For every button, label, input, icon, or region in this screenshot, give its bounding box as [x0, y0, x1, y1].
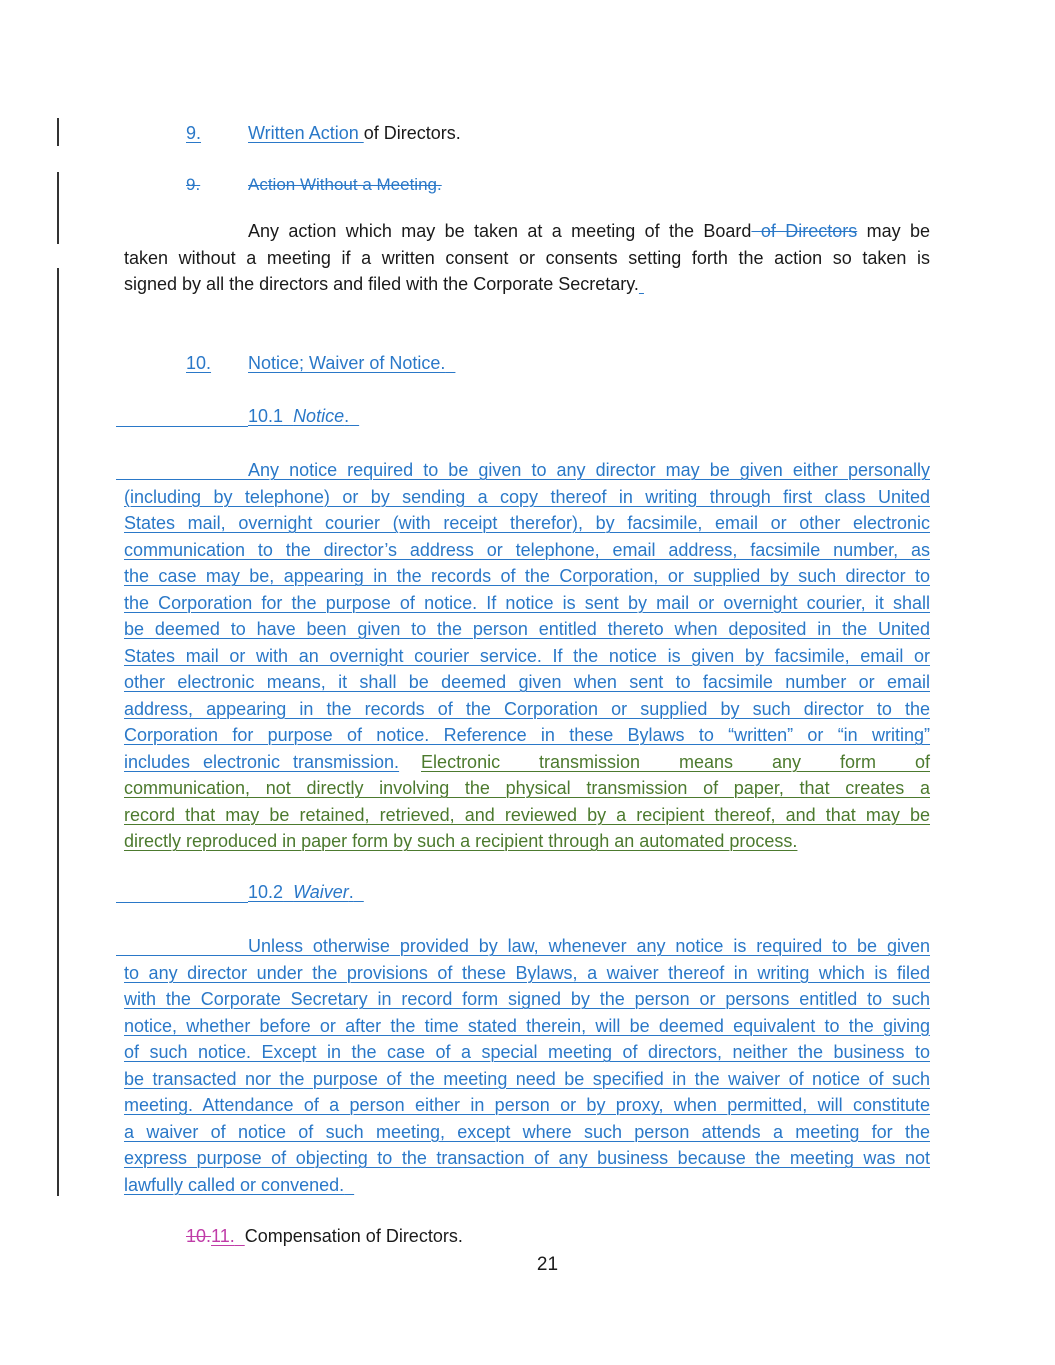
waiver-paragraph: [124, 933, 930, 1198]
section-10-title: Notice; Waiver of Notice.: [248, 353, 446, 373]
notice-paragraph: [124, 457, 930, 855]
notice-line: address, appearing in the records of the Corporation or supplied by such director to the: [124, 698, 930, 719]
notice-line: States mail, overnight courier (with receipt therefor), by facsimile, email or other electronic: [124, 513, 930, 533]
waiver-line: of such notice. Except in the case of a special meeting of directors, neither the business to: [124, 1042, 930, 1062]
page-number: 21: [536, 1254, 559, 1275]
text-run: lawfully called or convened.: [124, 1174, 345, 1195]
subsection-10-2-heading: [248, 880, 364, 904]
paragraph-9-line: [124, 218, 930, 245]
notice-line: Any notice required to be given to any director may be given either personally: [248, 460, 930, 480]
paragraph-9-line: taken without a meeting if a written consent or consents setting forth the action so taken is: [124, 247, 930, 268]
subsection-10-1-heading: [248, 404, 359, 428]
inserted-space: [445, 353, 455, 373]
subsection-period: .: [344, 406, 350, 426]
notice-line: be deemed to have been given to the person entitled thereto when deposited in the United: [124, 619, 930, 639]
inserted-space: [639, 274, 644, 294]
waiver-line: notice, whether before or after the time stated therein, will be deemed equivalent to the giving: [124, 1015, 930, 1036]
deleted-heading: [186, 173, 442, 197]
notice-blue-text: includes electronic transmission.: [124, 751, 400, 772]
section-11-title: Compensation of Directors.: [244, 1226, 463, 1246]
notice-line-mixed: [124, 749, 930, 776]
waiver-line: express purpose of objecting to the transaction of any business because the meeting was not: [124, 1148, 930, 1168]
waiver-line: [124, 1172, 930, 1199]
inserted-tab-rule: [116, 902, 248, 903]
notice-line: (including by telephone) or by sending a copy thereof in writing through first class United: [124, 486, 930, 507]
notice-line: States mail or with an overnight courier service. If the notice is given by facsimile, email or: [124, 645, 930, 666]
notice-green-line: communication, not directly involving the physical transmission of paper, that creates a: [124, 778, 930, 798]
deleted-number: 9.: [186, 175, 201, 194]
subsection-title: Notice: [293, 406, 345, 426]
notice-green-text: Electronic transmission means any form of: [421, 751, 930, 772]
spacer: [283, 882, 293, 902]
notice-line: Corporation for purpose of notice. Reference in these Bylaws to “written” or “in writing”: [124, 725, 930, 745]
waiver-line: be transacted nor the purpose of the meeting need be specified in the waiver of notice of such: [124, 1068, 930, 1089]
notice-green-line: directly reproduced in paper form by such a recipient through an automated process.: [124, 831, 798, 851]
notice-line: communication to the director’s address or telephone, email address, facsimile number, as: [124, 539, 930, 560]
subsection-period: .: [348, 882, 354, 902]
waiver-line: Unless otherwise provided by law, whenever any notice is required to be given: [248, 936, 930, 956]
section-11-deleted-number: 10.: [186, 1226, 212, 1246]
notice-line: other electronic means, it shall be deemed given when sent to facsimile number or email: [124, 672, 930, 692]
change-bar: [57, 118, 59, 146]
deleted-title: Action Without a Meeting.: [248, 175, 442, 194]
section-10-heading: [186, 351, 455, 375]
notice-line: the Corporation for the purpose of notice. If notice is sent by mail or overnight courier, it shall: [124, 592, 930, 613]
waiver-line: with the Corporate Secretary in record form signed by the person or persons entitled to such: [124, 989, 930, 1009]
subsection-number: 10.1: [248, 406, 284, 426]
section-11-inserted-number: 11.: [211, 1226, 235, 1246]
text-run: signed by all the directors and filed with the Corporate Secretary.: [124, 274, 639, 294]
waiver-line: meeting. Attendance of a person either in person or by proxy, when permitted, will constitute: [124, 1095, 930, 1115]
section-11-heading: [186, 1224, 463, 1248]
section-10-number: 10.: [186, 353, 212, 373]
paragraph-9-line: [124, 271, 930, 298]
inserted-tab-rule: [116, 426, 248, 427]
inserted-space: [235, 1226, 245, 1246]
deleted-text: of Directors: [751, 221, 858, 241]
subsection-title: Waiver: [293, 882, 349, 902]
inserted-space: [349, 406, 359, 426]
paragraph-9: [124, 218, 930, 298]
notice-green-line: record that may be retained, retrieved, and reviewed by a recipient thereof, and that may be: [124, 804, 930, 825]
text-run: Any action which may be taken at a meeting of the Board: [248, 221, 752, 241]
text-run: may be: [857, 221, 931, 241]
waiver-line: a waiver of notice of such meeting, except where such person attends a meeting for the: [124, 1121, 930, 1142]
section-9-heading: [186, 121, 461, 145]
inserted-space: [354, 882, 364, 902]
spacer: [283, 406, 293, 426]
change-bar: [57, 268, 59, 1196]
notice-line: the case may be, appearing in the records of the Corporation, or supplied by such director to: [124, 566, 930, 586]
waiver-line: to any director under the provisions of these Bylaws, a waiver thereof in writing which is filed: [124, 962, 930, 983]
change-bar: [57, 172, 59, 244]
subsection-number: 10.2: [248, 882, 284, 902]
section-9-title-tail: of Directors.: [363, 123, 461, 143]
section-9-number: 9.: [186, 123, 202, 143]
section-9-title-inserted: Written Action: [248, 123, 364, 143]
